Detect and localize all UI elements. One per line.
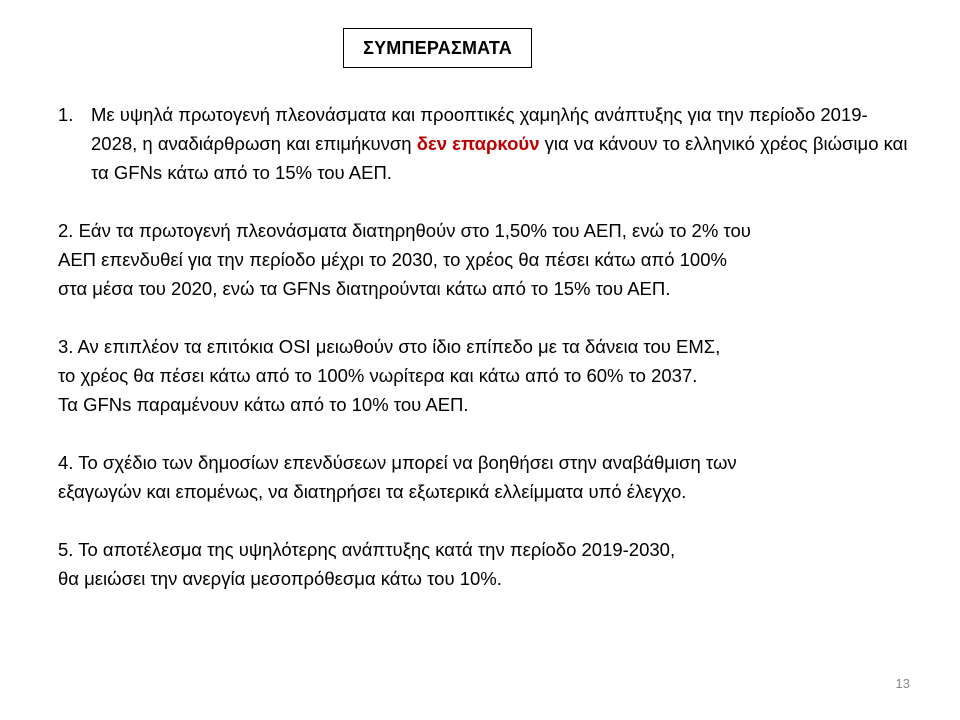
conclusions-list	[58, 100, 908, 593]
item-5-line-1: 5. Το αποτέλεσμα της υψηλότερης ανάπτυξης κατά την περίοδο 2019-2030,	[58, 539, 676, 560]
item-1-number: 1.	[58, 104, 74, 125]
item-1-text-before: Με υψηλά πρωτογενή πλεονάσματα και προοπτικές χαμηλής ανάπτυξης για την περίοδο 2019-2028, η αναδιάρθρωση και επιμήκυνση	[91, 104, 868, 154]
item-1-text	[91, 100, 908, 187]
slide-title-text: ΣΥΜΠΕΡΑΣΜΑΤΑ	[363, 37, 512, 58]
item-3-line-3: Τα GFNs παραμένουν κάτω από το 10% του ΑΕΠ.	[58, 394, 469, 415]
item-1-text-after: για να κάνουν το ελληνικό χρέος βιώσιμο και τα GFNs κάτω από το 15% του ΑΕΠ.	[91, 133, 908, 183]
item-4-line-2: εξαγωγών και επομένως, να διατηρήσει τα εξωτερικά ελλείμματα υπό έλεγχο.	[58, 481, 687, 502]
conclusion-item-1	[58, 100, 908, 187]
item-2-line-2: ΑΕΠ επενδυθεί για την περίοδο μέχρι το 2030, το χρέος θα πέσει κάτω από 100%	[58, 249, 727, 270]
conclusion-item-2	[58, 216, 908, 303]
item-5-line-2: θα μειώσει την ανεργία μεσοπρόθεσμα κάτω του 10%.	[58, 568, 502, 589]
conclusion-item-5	[58, 535, 908, 593]
item-1-emphasis: δεν επαρκούν	[416, 133, 540, 154]
item-4-line-1: 4. Το σχέδιο των δημοσίων επενδύσεων μπορεί να βοηθήσει στην αναβάθμιση των	[58, 452, 737, 473]
item-3-line-1: 3. Αν επιπλέον τα επιτόκια OSI μειωθούν στο ίδιο επίπεδο με τα δάνεια του ΕΜΣ,	[58, 336, 721, 357]
conclusion-item-3	[58, 332, 908, 419]
conclusion-item-4	[58, 448, 908, 506]
slide-title	[343, 28, 532, 68]
item-2-line-3: στα μέσα του 2020, ενώ τα GFNs διατηρούνται κάτω από το 15% του ΑΕΠ.	[58, 278, 671, 299]
item-2-line-1: 2. Εάν τα πρωτογενή πλεονάσματα διατηρηθούν στο 1,50% του ΑΕΠ, ενώ το 2% του	[58, 220, 751, 241]
item-3-line-2: το χρέος θα πέσει κάτω από το 100% νωρίτερα και κάτω από το 60% το 2037.	[58, 365, 698, 386]
page-number: 13	[895, 676, 910, 691]
